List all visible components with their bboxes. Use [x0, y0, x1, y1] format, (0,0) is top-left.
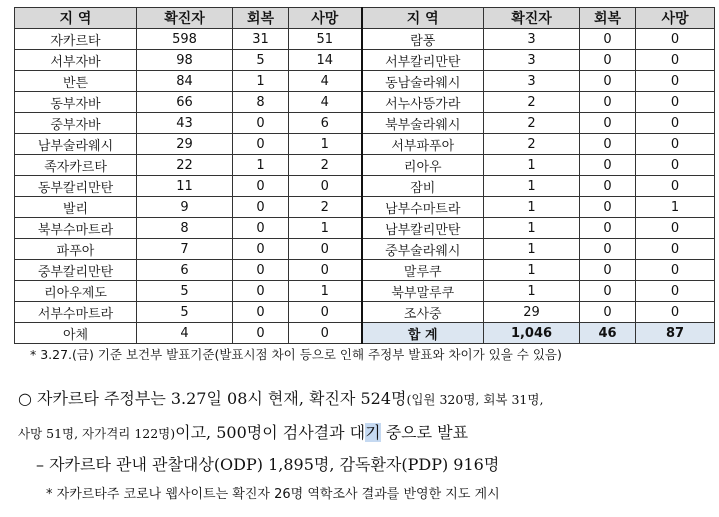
table-row [15, 71, 715, 92]
value-cell: 29 [484, 302, 580, 323]
region-cell: 동부칼리만탄 [15, 176, 137, 197]
table-row [15, 281, 715, 302]
value-cell: 4 [289, 92, 362, 113]
value-cell: 87 [636, 323, 715, 344]
value-cell: 0 [233, 176, 289, 197]
value-cell: 14 [289, 50, 362, 71]
value-cell: 1 [233, 71, 289, 92]
paragraph-line-1 [18, 386, 543, 409]
value-cell: 0 [636, 92, 715, 113]
value-cell: 22 [137, 155, 233, 176]
value-cell: 0 [233, 302, 289, 323]
value-cell: 66 [137, 92, 233, 113]
value-cell: 1 [484, 260, 580, 281]
region-cell: 중부자바 [15, 113, 137, 134]
value-cell: 3 [484, 71, 580, 92]
table-row [15, 302, 715, 323]
value-cell: 0 [580, 197, 636, 218]
value-cell: 1 [484, 281, 580, 302]
region-cell: 자카르타 [15, 29, 137, 50]
value-cell: 0 [233, 134, 289, 155]
value-cell: 0 [580, 176, 636, 197]
column-header: 지 역 [15, 8, 137, 29]
table-footnote: * 3.27.(금) 기준 보건부 발표기준(발표시점 차이 등으로 인해 주정부 발표와 차이가 있을 수 있음) [30, 347, 562, 362]
value-cell: 1 [484, 176, 580, 197]
value-cell: 5 [137, 281, 233, 302]
value-cell: 1,046 [484, 323, 580, 344]
sub-bullet-line: – 자카르타 관내 관찰대상(ODP) 1,895명, 감독환자(PDP) 916명 [36, 455, 500, 474]
column-header: 확진자 [137, 8, 233, 29]
value-cell: 0 [289, 323, 362, 344]
value-cell: 0 [233, 260, 289, 281]
value-cell: 0 [233, 197, 289, 218]
table-row [15, 218, 715, 239]
value-cell: 0 [233, 218, 289, 239]
value-cell: 0 [580, 71, 636, 92]
region-cell: 조사중 [362, 302, 484, 323]
value-cell: 0 [233, 281, 289, 302]
region-cell: 동남술라웨시 [362, 71, 484, 92]
table-header-row [15, 8, 715, 29]
value-cell: 1 [484, 218, 580, 239]
value-cell: 1 [484, 197, 580, 218]
region-cell: 북부수마트라 [15, 218, 137, 239]
value-cell: 0 [580, 134, 636, 155]
value-cell: 4 [289, 71, 362, 92]
region-cell: 남부칼리만탄 [362, 218, 484, 239]
value-cell: 0 [636, 239, 715, 260]
region-cell: 파푸아 [15, 239, 137, 260]
region-cell: 발리 [15, 197, 137, 218]
table-row [15, 323, 715, 344]
value-cell: 3 [484, 29, 580, 50]
value-cell: 0 [636, 113, 715, 134]
region-cell: 서부칼리만탄 [362, 50, 484, 71]
value-cell: 3 [484, 50, 580, 71]
region-cell: 람풍 [362, 29, 484, 50]
value-cell: 598 [137, 29, 233, 50]
value-cell: 0 [580, 218, 636, 239]
paragraph-detail-text: (입원 320명, 회복 31명, [406, 392, 544, 407]
value-cell: 0 [636, 50, 715, 71]
column-header: 사망 [636, 8, 715, 29]
column-header: 회복 [233, 8, 289, 29]
value-cell: 8 [233, 92, 289, 113]
paragraph-text-a: 이고, 500명이 검사결과 대 [175, 423, 366, 442]
value-cell: 4 [137, 323, 233, 344]
value-cell: 0 [580, 92, 636, 113]
region-cell: 북부술라웨시 [362, 113, 484, 134]
value-cell: 9 [137, 197, 233, 218]
paragraph-line-2 [18, 420, 468, 443]
column-header: 사망 [289, 8, 362, 29]
table-row [15, 155, 715, 176]
region-cell: 아체 [15, 323, 137, 344]
value-cell: 7 [137, 239, 233, 260]
region-cell: 동부자바 [15, 92, 137, 113]
value-cell: 11 [137, 176, 233, 197]
value-cell: 5 [233, 50, 289, 71]
region-cell: 잠비 [362, 176, 484, 197]
table-row [15, 113, 715, 134]
value-cell: 0 [289, 239, 362, 260]
region-cell: 반튼 [15, 71, 137, 92]
value-cell: 1 [636, 197, 715, 218]
table-row [15, 260, 715, 281]
column-header: 회복 [580, 8, 636, 29]
value-cell: 0 [289, 302, 362, 323]
value-cell: 0 [636, 260, 715, 281]
value-cell: 0 [580, 302, 636, 323]
value-cell: 1 [289, 134, 362, 155]
table-row [15, 197, 715, 218]
value-cell: 0 [233, 239, 289, 260]
region-cell: 중부칼리만탄 [15, 260, 137, 281]
value-cell: 0 [580, 260, 636, 281]
value-cell: 0 [636, 302, 715, 323]
value-cell: 0 [636, 29, 715, 50]
region-cell: 족자카르타 [15, 155, 137, 176]
region-cell: 남부수마트라 [362, 197, 484, 218]
value-cell: 84 [137, 71, 233, 92]
table-row [15, 92, 715, 113]
value-cell: 0 [580, 113, 636, 134]
value-cell: 0 [636, 218, 715, 239]
region-cell: 말루쿠 [362, 260, 484, 281]
text-selection-highlight[interactable]: 기 [365, 423, 381, 442]
table-row [15, 50, 715, 71]
value-cell: 6 [137, 260, 233, 281]
table-row [15, 239, 715, 260]
value-cell: 0 [636, 281, 715, 302]
value-cell: 2 [484, 92, 580, 113]
value-cell: 0 [233, 113, 289, 134]
value-cell: 2 [289, 197, 362, 218]
region-cell: 북부말루쿠 [362, 281, 484, 302]
value-cell: 5 [137, 302, 233, 323]
value-cell: 29 [137, 134, 233, 155]
region-cell: 남부술라웨시 [15, 134, 137, 155]
value-cell: 0 [580, 239, 636, 260]
paragraph-text-b: 중으로 발표 [380, 423, 469, 442]
region-cell: 합 계 [362, 323, 484, 344]
value-cell: 0 [289, 260, 362, 281]
table-row [15, 134, 715, 155]
value-cell: 0 [580, 155, 636, 176]
value-cell: 8 [137, 218, 233, 239]
value-cell: 31 [233, 29, 289, 50]
value-cell: 0 [580, 29, 636, 50]
column-header: 확진자 [484, 8, 580, 29]
paragraph-detail-text-2: 사망 51명, 자가격리 122명) [18, 426, 176, 441]
value-cell: 2 [289, 155, 362, 176]
region-cell: 리아우제도 [15, 281, 137, 302]
value-cell: 0 [636, 71, 715, 92]
value-cell: 0 [580, 50, 636, 71]
value-cell: 0 [289, 176, 362, 197]
value-cell: 0 [580, 281, 636, 302]
value-cell: 1 [233, 155, 289, 176]
value-cell: 98 [137, 50, 233, 71]
value-cell: 1 [484, 155, 580, 176]
value-cell: 0 [636, 155, 715, 176]
region-cell: 서부파푸아 [362, 134, 484, 155]
table-row [15, 29, 715, 50]
value-cell: 6 [289, 113, 362, 134]
value-cell: 0 [636, 134, 715, 155]
region-cell: 서누사뜽가라 [362, 92, 484, 113]
value-cell: 51 [289, 29, 362, 50]
region-cell: 중부술라웨시 [362, 239, 484, 260]
value-cell: 2 [484, 113, 580, 134]
value-cell: 43 [137, 113, 233, 134]
region-cell: 리아우 [362, 155, 484, 176]
region-cell: 서부수마트라 [15, 302, 137, 323]
region-cell: 서부자바 [15, 50, 137, 71]
value-cell: 2 [484, 134, 580, 155]
paragraph-main-text: ○ 자카르타 주정부는 3.27일 08시 현재, 확진자 524명 [18, 389, 407, 408]
value-cell: 1 [289, 218, 362, 239]
table-row [15, 176, 715, 197]
value-cell: 0 [636, 176, 715, 197]
value-cell: 46 [580, 323, 636, 344]
column-header: 지 역 [362, 8, 484, 29]
footnote-line: * 자카르타주 코로나 웹사이트는 확진자 26명 역학조사 결과를 반영한 지도 게시 [46, 487, 500, 502]
value-cell: 1 [484, 239, 580, 260]
value-cell: 1 [289, 281, 362, 302]
covid-region-table [14, 7, 715, 344]
value-cell: 0 [233, 323, 289, 344]
